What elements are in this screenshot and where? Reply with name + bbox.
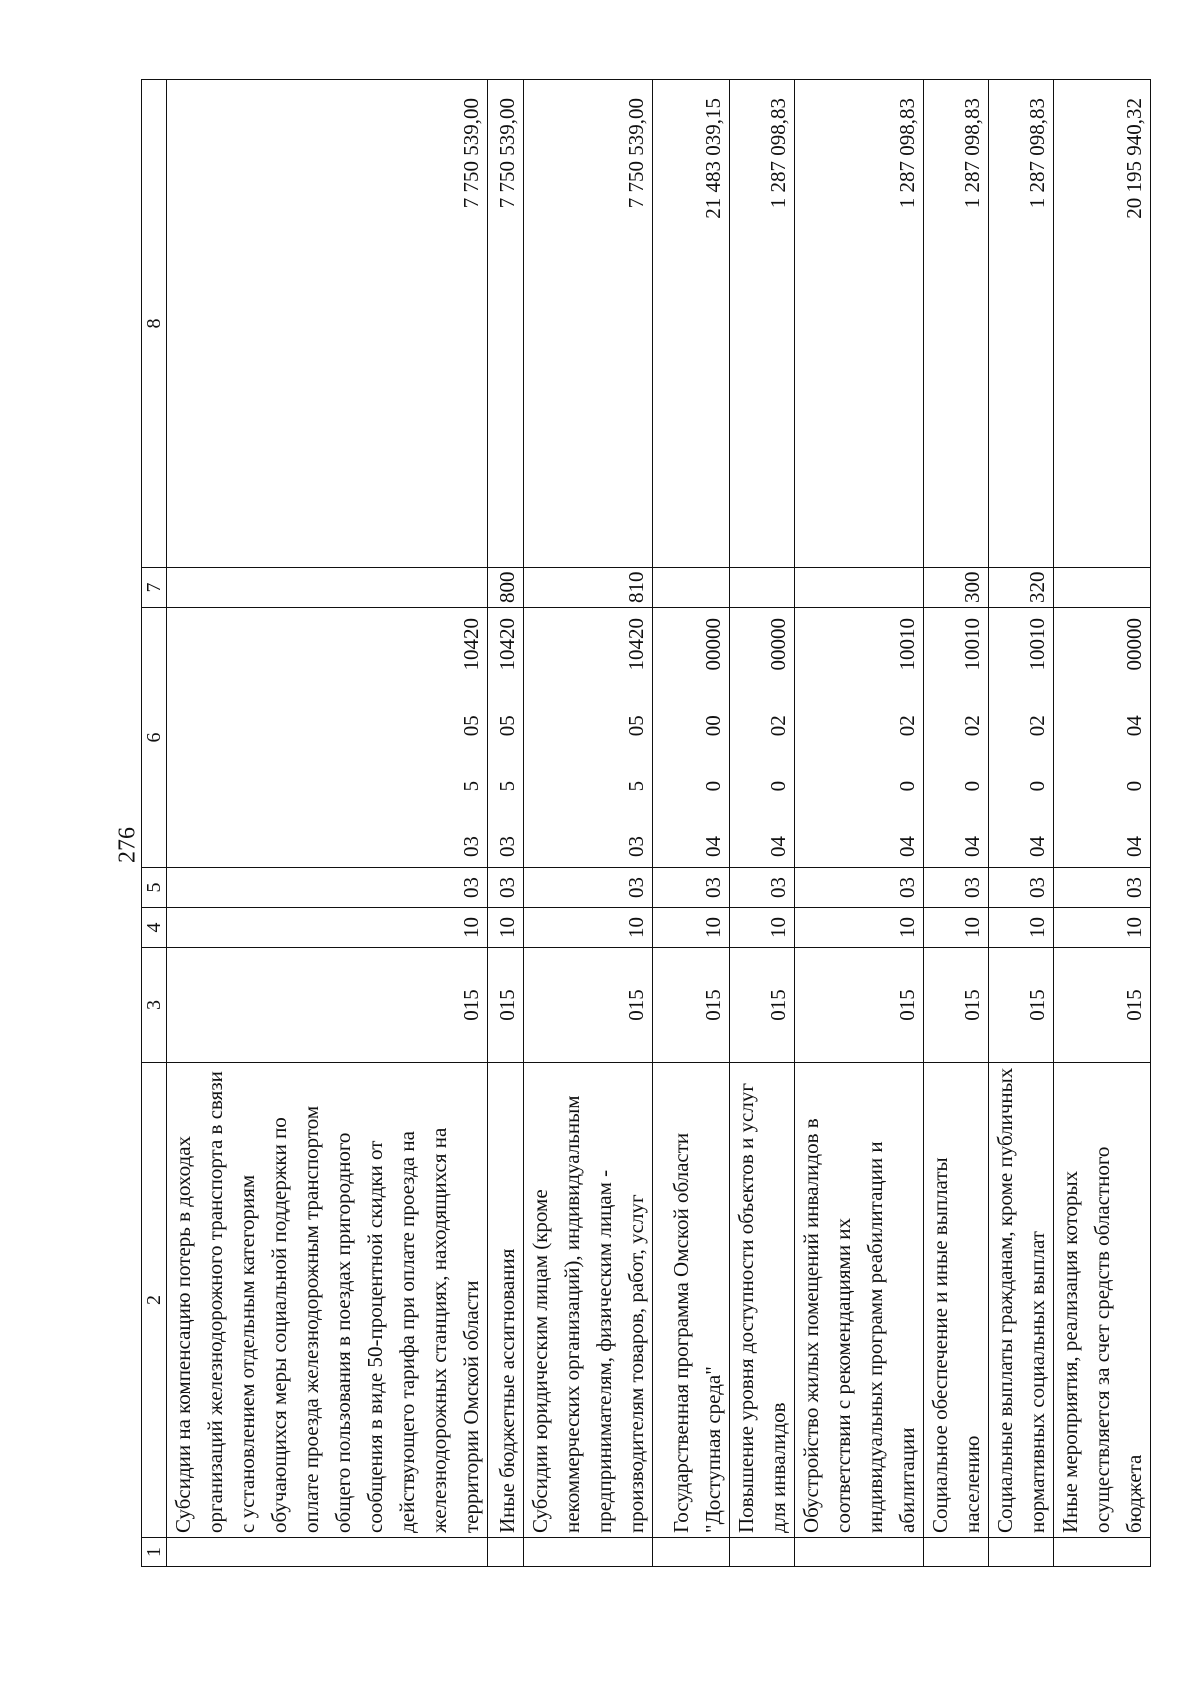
cell-expense-type xyxy=(653,568,730,608)
cell-target-article xyxy=(1054,608,1151,868)
cell-col-1 xyxy=(1054,1538,1151,1567)
cell-description: Обустройство жилых помещений инвалидов в соответствии с рекомендациями их индивидуальных программ реабилитации и абилитации xyxy=(795,1063,924,1538)
cell-amount: 1 287 098,83 xyxy=(924,80,989,568)
target-article-parts xyxy=(697,612,729,863)
target-article-parts xyxy=(762,612,794,863)
cell-expense-type: 300 xyxy=(924,568,989,608)
target-article-part: 10010 xyxy=(1025,618,1049,671)
cell-description: Социальное обеспечение и иные выплаты населению xyxy=(924,1063,989,1538)
target-article-part: 10010 xyxy=(895,618,919,671)
cell-target-article xyxy=(524,608,653,868)
cell-admin-code: 015 xyxy=(924,948,989,1063)
target-article-part: 0 xyxy=(895,780,919,792)
target-article-part: 10420 xyxy=(495,618,519,671)
cell-section: 10 xyxy=(524,908,653,948)
cell-section: 10 xyxy=(1054,908,1151,948)
cell-amount: 1 287 098,83 xyxy=(730,80,795,568)
table-row xyxy=(653,80,730,1567)
table-row xyxy=(524,80,653,1567)
table-row xyxy=(167,80,488,1567)
cell-subsection: 03 xyxy=(989,868,1054,908)
cell-col-1 xyxy=(730,1538,795,1567)
cell-expense-type: 320 xyxy=(989,568,1054,608)
target-article-part: 5 xyxy=(459,780,483,792)
cell-amount: 7 750 539,00 xyxy=(167,80,488,568)
target-article-part: 02 xyxy=(960,715,984,737)
target-article-part: 05 xyxy=(495,715,519,737)
target-article-part: 00000 xyxy=(701,618,725,671)
target-article-part: 04 xyxy=(1122,836,1146,857)
target-article-part: 0 xyxy=(1025,780,1049,792)
target-article-part: 04 xyxy=(1025,836,1049,857)
target-article-part: 10420 xyxy=(459,618,483,671)
cell-amount: 1 287 098,83 xyxy=(989,80,1054,568)
cell-subsection: 03 xyxy=(524,868,653,908)
cell-col-1 xyxy=(524,1538,653,1567)
cell-admin-code: 015 xyxy=(167,948,488,1063)
target-article-part: 0 xyxy=(1122,780,1146,792)
table-row xyxy=(1054,80,1151,1567)
header-row xyxy=(142,80,167,1567)
cell-section: 10 xyxy=(795,908,924,948)
cell-col-1 xyxy=(167,1538,488,1567)
cell-target-article xyxy=(989,608,1054,868)
target-article-part: 0 xyxy=(960,780,984,792)
cell-admin-code: 015 xyxy=(989,948,1054,1063)
cell-admin-code: 015 xyxy=(795,948,924,1063)
cell-subsection: 03 xyxy=(167,868,488,908)
cell-admin-code: 015 xyxy=(524,948,653,1063)
target-article-part: 02 xyxy=(1025,715,1049,737)
cell-subsection: 03 xyxy=(924,868,989,908)
cell-subsection: 03 xyxy=(1054,868,1151,908)
cell-description: Субсидии на компенсацию потерь в доходах организаций железнодорожного транспорта в связи с установлением отдельным категориям обучающихся меры социальной поддержки по оплате проезда железнодорожным транспортом общего пользования в поездах пригородного сообщения в виде 50-процентной скидки от действующего тарифа при оплате проезда на железнодорожных станциях, находящихся на территории Омской области xyxy=(167,1063,488,1538)
target-article-part: 5 xyxy=(495,780,519,792)
target-article-part: 04 xyxy=(701,836,725,857)
cell-expense-type xyxy=(1054,568,1151,608)
cell-subsection: 03 xyxy=(653,868,730,908)
cell-description: Иные мероприятия, реализация которых осуществляется за счет средств областного бюджета xyxy=(1054,1063,1151,1538)
cell-subsection: 03 xyxy=(795,868,924,908)
table-row xyxy=(989,80,1054,1567)
cell-target-article xyxy=(730,608,795,868)
target-article-part: 04 xyxy=(1122,715,1146,737)
header-col-4: 4 xyxy=(142,908,167,948)
cell-target-article xyxy=(924,608,989,868)
cell-admin-code: 015 xyxy=(1054,948,1151,1063)
cell-section: 10 xyxy=(989,908,1054,948)
target-article-part: 10420 xyxy=(624,618,648,671)
cell-expense-type xyxy=(730,568,795,608)
target-article-part: 0 xyxy=(701,780,725,792)
cell-col-1 xyxy=(795,1538,924,1567)
cell-expense-type xyxy=(795,568,924,608)
cell-section: 10 xyxy=(488,908,524,948)
budget-table xyxy=(141,79,1151,1567)
target-article-part: 00000 xyxy=(766,618,790,671)
table-row xyxy=(924,80,989,1567)
cell-admin-code: 015 xyxy=(730,948,795,1063)
cell-col-1 xyxy=(924,1538,989,1567)
cell-subsection: 03 xyxy=(488,868,524,908)
table-row xyxy=(488,80,524,1567)
cell-target-article xyxy=(167,608,488,868)
header-col-5: 5 xyxy=(142,868,167,908)
cell-col-1 xyxy=(989,1538,1054,1567)
cell-amount: 7 750 539,00 xyxy=(524,80,653,568)
target-article-parts xyxy=(455,612,487,863)
cell-expense-type: 800 xyxy=(488,568,524,608)
target-article-part: 00 xyxy=(701,715,725,737)
cell-target-article xyxy=(795,608,924,868)
cell-amount: 7 750 539,00 xyxy=(488,80,524,568)
target-article-parts xyxy=(1118,612,1150,863)
cell-section: 10 xyxy=(924,908,989,948)
page-number: 276 xyxy=(114,827,141,863)
cell-target-article xyxy=(653,608,730,868)
cell-expense-type xyxy=(167,568,488,608)
cell-admin-code: 015 xyxy=(488,948,524,1063)
target-article-part: 04 xyxy=(766,836,790,857)
target-article-part: 02 xyxy=(766,715,790,737)
cell-description: Субсидии юридическим лицам (кроме некоммерческих организаций), индивидуальным предпринимателям, физическим лицам - производителям товаров, работ, услуг xyxy=(524,1063,653,1538)
target-article-part: 00000 xyxy=(1122,618,1146,671)
cell-col-1 xyxy=(488,1538,524,1567)
cell-col-1 xyxy=(653,1538,730,1567)
header-col-1: 1 xyxy=(142,1538,167,1567)
target-article-parts xyxy=(620,612,652,863)
target-article-part: 05 xyxy=(459,715,483,737)
table-row xyxy=(795,80,924,1567)
cell-description: Повышение уровня доступности объектов и услуг для инвалидов xyxy=(730,1063,795,1538)
cell-amount: 21 483 039,15 xyxy=(653,80,730,568)
target-article-parts xyxy=(491,612,523,863)
target-article-part: 04 xyxy=(960,836,984,857)
cell-admin-code: 015 xyxy=(653,948,730,1063)
cell-target-article xyxy=(488,608,524,868)
target-article-part: 02 xyxy=(895,715,919,737)
header-col-3: 3 xyxy=(142,948,167,1063)
target-article-part: 03 xyxy=(624,836,648,857)
cell-section: 10 xyxy=(653,908,730,948)
budget-table-rotated xyxy=(141,80,1146,1567)
target-article-parts xyxy=(956,612,988,863)
table-row xyxy=(730,80,795,1567)
cell-amount: 20 195 940,32 xyxy=(1054,80,1151,568)
header-col-2: 2 xyxy=(142,1063,167,1538)
target-article-part: 03 xyxy=(495,836,519,857)
cell-subsection: 03 xyxy=(730,868,795,908)
target-article-part: 03 xyxy=(459,836,483,857)
target-article-parts xyxy=(891,612,923,863)
target-article-part: 0 xyxy=(766,780,790,792)
target-article-part: 5 xyxy=(624,780,648,792)
cell-section: 10 xyxy=(730,908,795,948)
cell-description: Государственная программа Омской области "Доступная среда" xyxy=(653,1063,730,1538)
header-col-6: 6 xyxy=(142,608,167,868)
cell-amount: 1 287 098,83 xyxy=(795,80,924,568)
header-col-8: 8 xyxy=(142,80,167,568)
cell-expense-type: 810 xyxy=(524,568,653,608)
target-article-part: 05 xyxy=(624,715,648,737)
target-article-parts xyxy=(1021,612,1053,863)
cell-section: 10 xyxy=(167,908,488,948)
cell-description: Иные бюджетные ассигнования xyxy=(488,1063,524,1538)
header-col-7: 7 xyxy=(142,568,167,608)
target-article-part: 10010 xyxy=(960,618,984,671)
cell-description: Социальные выплаты гражданам, кроме публичных нормативных социальных выплат xyxy=(989,1063,1054,1538)
target-article-part: 04 xyxy=(895,836,919,857)
